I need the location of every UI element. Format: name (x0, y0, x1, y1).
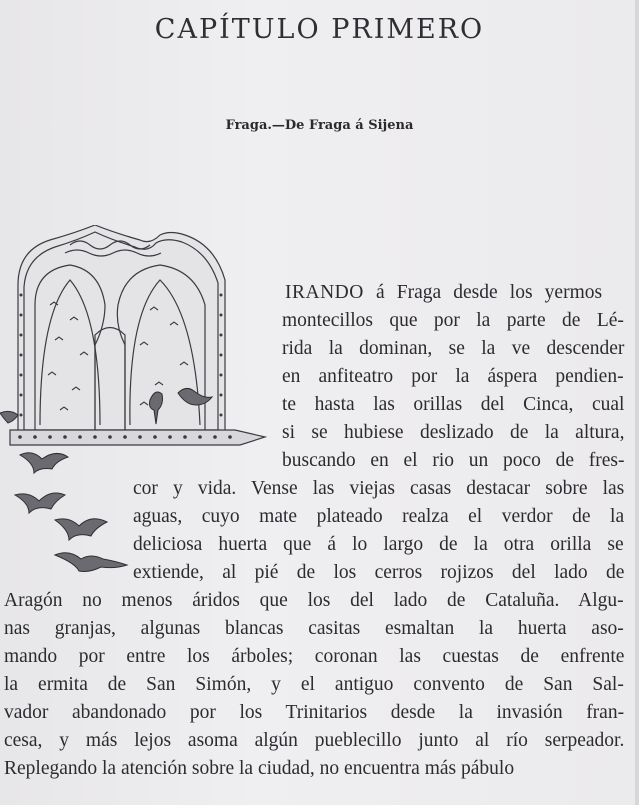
drop-cap-word: IRANDO (285, 282, 364, 303)
text-line: en anfiteatro por la áspera pendien- (282, 366, 624, 387)
text-line: vador abandonado por los Trinitarios desde la invasión fran- (4, 702, 625, 723)
text-line: aguas, cuyo mate plateado realza el verdor de la (133, 506, 625, 527)
text-line: extiende, al pié de los cerros rojizos del lado de (133, 562, 625, 583)
text-line: Replegando la atención sobre la ciudad, no encuentra más pábulo (4, 758, 515, 779)
text-line: cesa, y más lejos asoma algún pueblecillo junto al río serpeador. (4, 730, 625, 751)
text-line: si se hubiese deslizado de la altura, (282, 422, 625, 443)
chapter-subtitle: Fraga.—De Fraga á Sijena (225, 118, 414, 133)
chapter-title: CAPÍTULO PRIMERO (154, 14, 485, 45)
text-line: mando por entre los árboles; coronan las cuestas de enfrente (4, 646, 625, 667)
text-line: Aragón no menos áridos que los del lado de Cataluña. Algu- (4, 590, 624, 611)
text-line: rida la dominan, se la ve descender (282, 338, 625, 359)
text-line: la ermita de San Simón, y el antiguo convento de San Sal- (4, 674, 624, 695)
text-line: deliciosa huerta que á lo largo de la otra orilla se (133, 534, 624, 555)
text-line: montecillos que por la parte de Lé- (282, 310, 624, 331)
text-line: te hasta las orillas del Cinca, cual (282, 394, 625, 415)
text-line: nas granjas, algunas blancas casitas esmaltan la huerta aso- (4, 618, 624, 639)
text-line: buscando en el rio un poco de fres- (282, 450, 625, 471)
text-fragment: á Fraga desde los yermos (375, 282, 603, 303)
text-line (285, 279, 602, 307)
text-line: cor y vida. Vense las viejas casas destacar sobre las (133, 478, 625, 499)
